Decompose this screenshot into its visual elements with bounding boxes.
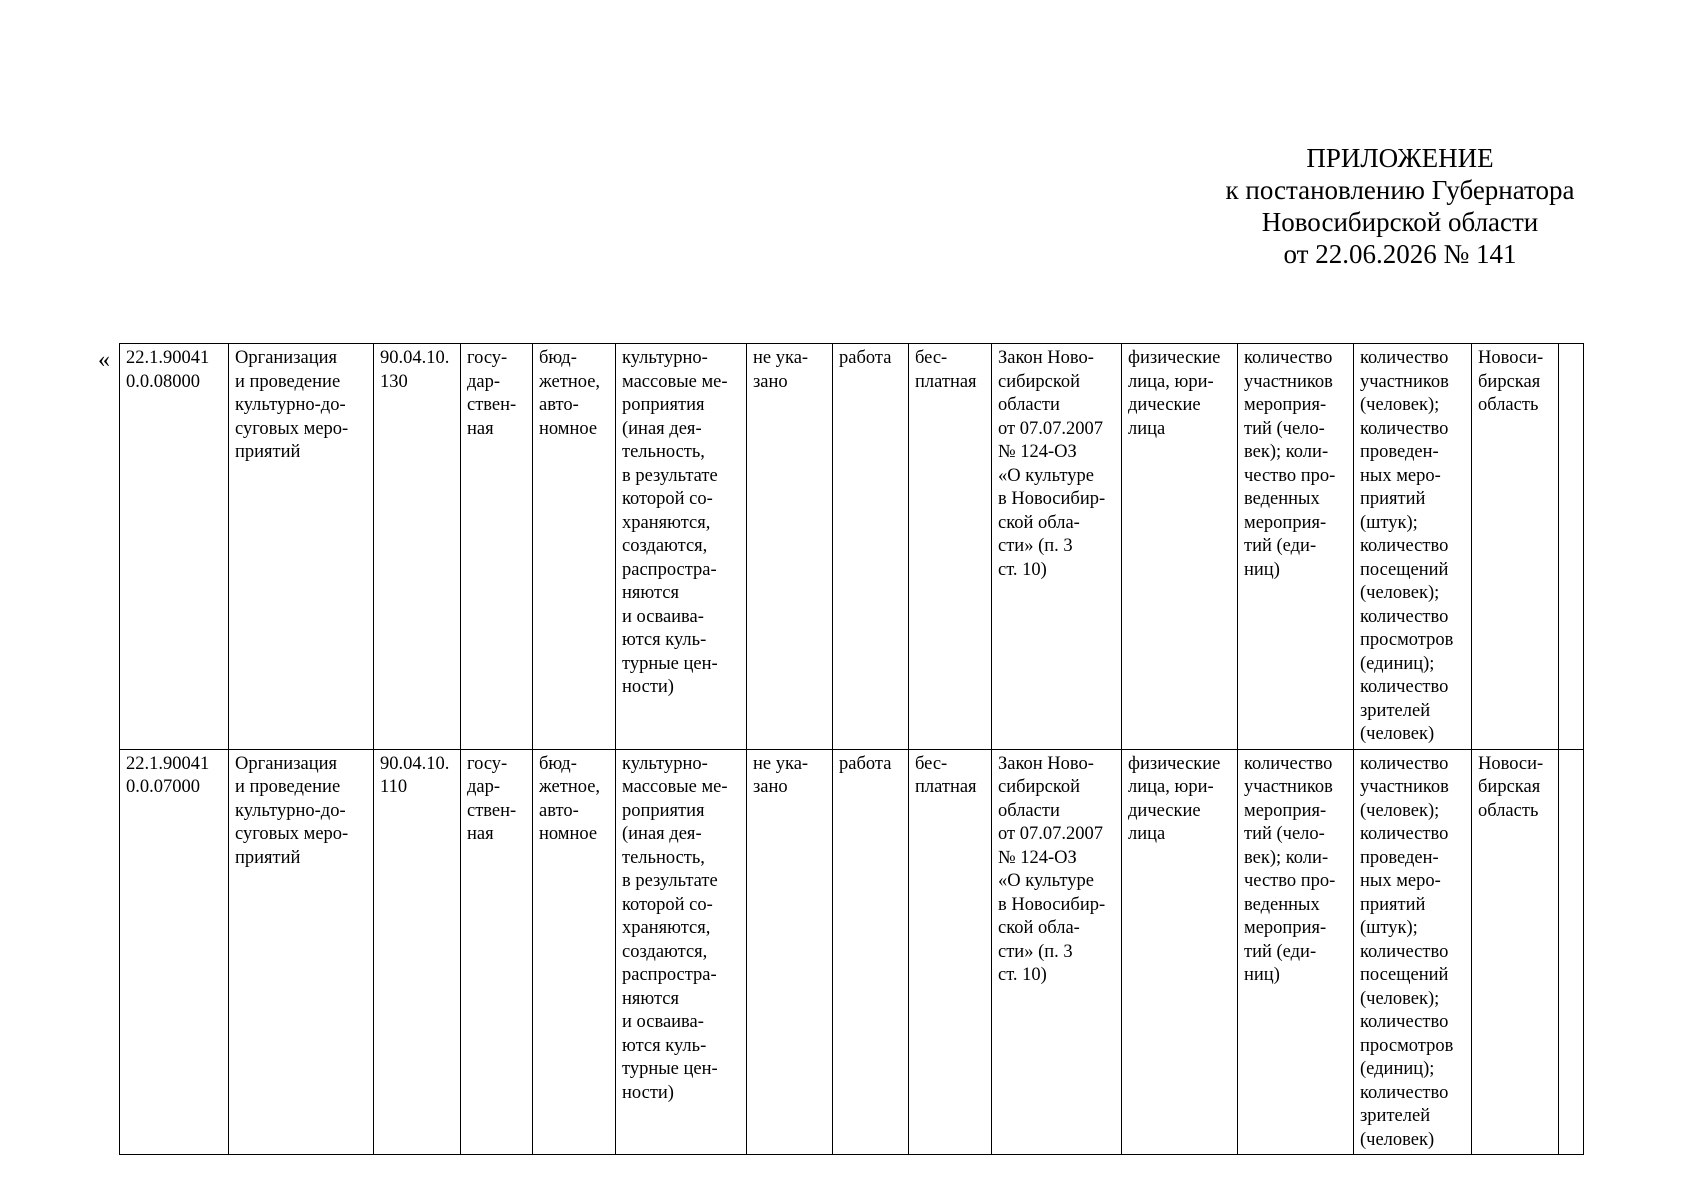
cell-consumers: физические лица, юри- дические лица: [1122, 344, 1238, 750]
cell-ownership-type: госу- дар- ствен- ная: [461, 749, 533, 1155]
cell-payment: бес- платная: [909, 344, 992, 750]
cell-service-content: культурно- массовые ме- роприятия (иная дея- тельность, в результате которой со- храняются, создаются, распростра- няются и осваива- ются куль- турные цен- ности): [616, 344, 747, 750]
cell-registry-code: 22.1.90041 0.0.07000: [120, 749, 229, 1155]
cell-quality-indicators: количество участников (человек); количество проведен- ных меро- приятий (штук); количество посещений (человек); количество просмотров (единиц); количество зрителей (человек): [1354, 749, 1472, 1155]
cell-institution-type: бюд- жетное, авто- номное: [533, 344, 616, 750]
appendix-region: Новосибирской области: [1261, 207, 1539, 237]
cell-institution-type: бюд- жетное, авто- номное: [533, 749, 616, 1155]
cell-volume-indicators: количество участников мероприя- тий (чело- век); коли- чество про- веденных мероприя- тий (еди- ниц): [1238, 344, 1354, 750]
table-row: [120, 749, 1584, 1155]
cell-registry-code: 22.1.90041 0.0.08000: [120, 344, 229, 750]
cell-payment: бес- платная: [909, 749, 992, 1155]
opening-quote: «: [98, 347, 110, 373]
cell-okved-code: 90.04.10. 110: [374, 749, 461, 1155]
cell-volume-indicators: количество участников мероприя- тий (чело- век); коли- чество про- веденных мероприя- тий (еди- ниц): [1238, 749, 1354, 1155]
cell-legal-basis: Закон Ново- сибирской области от 07.07.2007 № 124-ОЗ «О культуре в Новосибир- ской обла- сти» (п. 3 ст. 10): [992, 749, 1122, 1155]
services-table: [119, 343, 1584, 1155]
cell-okved-code: 90.04.10. 130: [374, 344, 461, 750]
cell-ownership-type: госу- дар- ствен- ная: [461, 344, 533, 750]
cell-region: Новоси- бирская область: [1472, 749, 1559, 1155]
appendix-date-number: от 22.06.2026 № 141: [1283, 239, 1517, 269]
appendix-title: ПРИЛОЖЕНИЕ: [1306, 143, 1494, 173]
cell-service-content: культурно- массовые ме- роприятия (иная дея- тельность, в результате которой со- храняются, создаются, распростра- няются и осваива- ются куль- турные цен- ности): [616, 749, 747, 1155]
cell-legal-basis: Закон Ново- сибирской области от 07.07.2007 № 124-ОЗ «О культуре в Новосибир- ской обла- сти» (п. 3 ст. 10): [992, 344, 1122, 750]
cell-service-name: Организация и проведение культурно-до- суговых меро- приятий: [229, 749, 374, 1155]
cell-service-kind: работа: [833, 344, 909, 750]
cell-extra: [1559, 749, 1584, 1155]
appendix-header: [1180, 142, 1620, 270]
cell-conditions: не ука- зано: [747, 344, 833, 750]
cell-region: Новоси- бирская область: [1472, 344, 1559, 750]
cell-service-name: Организация и проведение культурно-до- суговых меро- приятий: [229, 344, 374, 750]
table-row: [120, 344, 1584, 750]
cell-quality-indicators: количество участников (человек); количество проведен- ных меро- приятий (штук); количество посещений (человек); количество просмотров (единиц); количество зрителей (человек): [1354, 344, 1472, 750]
cell-extra: [1559, 344, 1584, 750]
appendix-reference: к постановлению Губернатора: [1225, 175, 1575, 205]
cell-service-kind: работа: [833, 749, 909, 1155]
cell-consumers: физические лица, юри- дические лица: [1122, 749, 1238, 1155]
cell-conditions: не ука- зано: [747, 749, 833, 1155]
